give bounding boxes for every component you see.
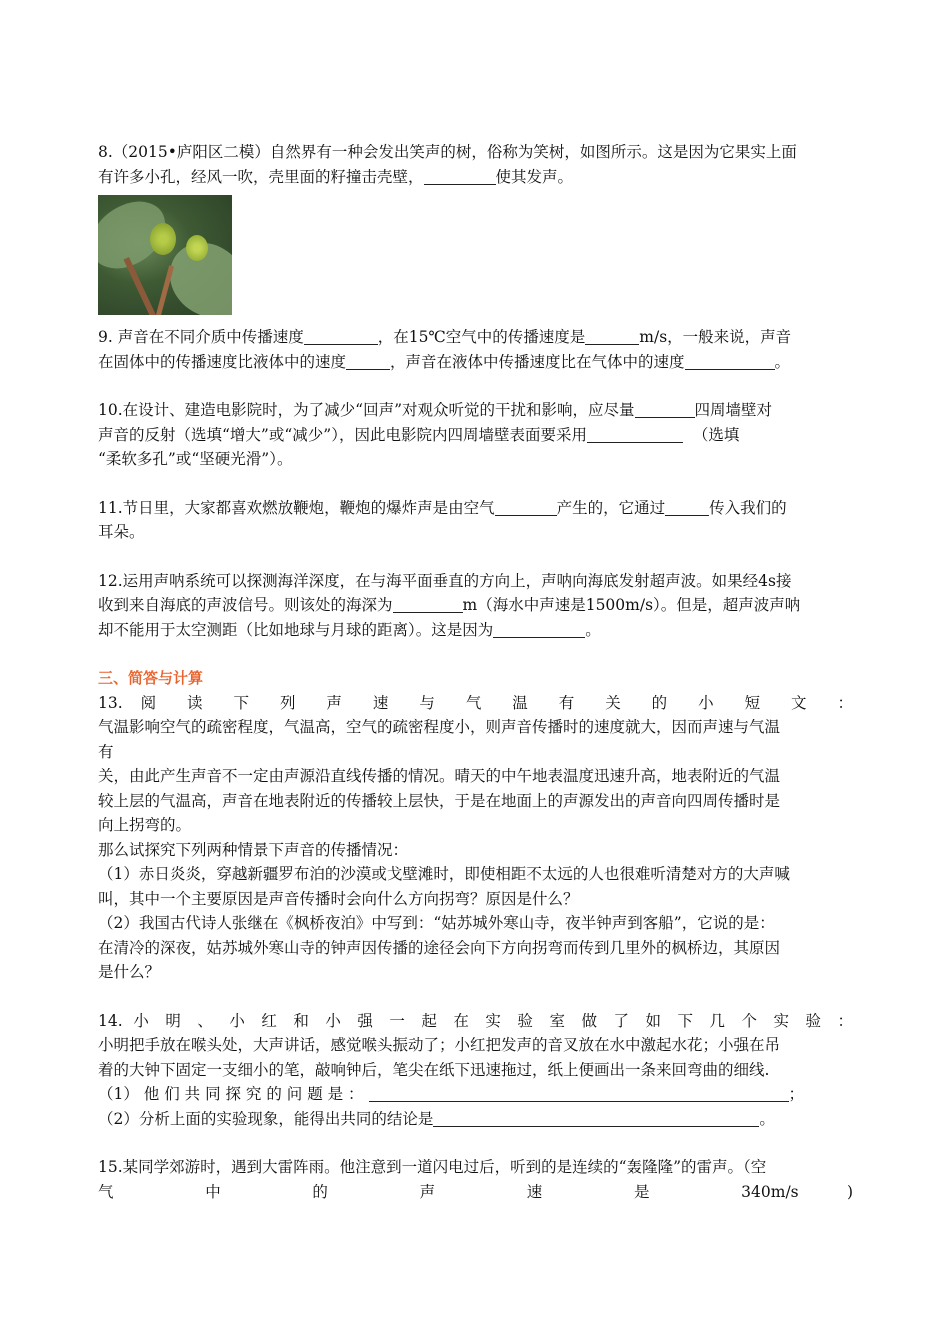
question-13-line-4: 关，由此产生声音不一定由声源沿直线传播的情况。晴天的中午地表温度迅速升高，地表附近的气温 — [98, 767, 781, 785]
question-10 — [98, 398, 853, 472]
answer-blank[interactable] — [585, 328, 639, 345]
answer-blank[interactable] — [433, 1110, 759, 1127]
question-9-line-1 — [98, 325, 853, 350]
answer-blank[interactable] — [495, 499, 557, 516]
question-14-text: 。 — [759, 1109, 775, 1128]
question-15 — [98, 1155, 853, 1204]
question-9-text: ，声音在液体中传播速度比在气体中的速度 — [390, 352, 685, 371]
question-13-line-3: 有 — [98, 742, 114, 761]
answer-blank[interactable] — [304, 328, 378, 345]
question-10-text: 声音的反射（选填“增大”或“减少”），因此电影院内四周墙壁表面要采用 — [98, 425, 587, 444]
answer-blank[interactable] — [587, 426, 683, 443]
question-13-line-6: 向上拐弯的。 — [98, 816, 192, 834]
answer-blank[interactable] — [424, 168, 496, 185]
question-8-text-b: 使其发声。 — [495, 167, 574, 186]
question-13-line-8: （1）赤日炎炎，穿越新疆罗布泊的沙漠或戈壁滩时，即使相距不太远的人也很难听清楚对方的大声喊 — [98, 865, 790, 883]
answer-blank[interactable] — [393, 596, 463, 613]
question-12-text: 。 — [585, 620, 601, 639]
question-10-line-1 — [98, 398, 853, 423]
answer-blank[interactable] — [369, 1085, 789, 1102]
answer-blank[interactable] — [346, 353, 390, 370]
question-14 — [98, 1009, 853, 1132]
question-13 — [98, 691, 853, 985]
question-8-text-a: 有许多小孔，经风一吹，壳里面的籽撞击壳壁， — [98, 167, 424, 186]
answer-blank[interactable] — [665, 499, 709, 516]
question-8 — [98, 140, 853, 315]
question-9-text: m/s，一般来说，声音 — [639, 328, 792, 346]
question-13-line-2: 气温影响空气的疏密程度，气温高，空气的疏密程度小，则声音传播时的速度就大，因而声速与气温 — [98, 718, 781, 736]
question-9 — [98, 325, 853, 374]
laughing-tree-photo — [98, 195, 232, 315]
question-14-text: （2）分析上面的实验现象，能得出共同的结论是 — [98, 1109, 434, 1128]
question-12-line-1: 12.运用声呐系统可以探测海洋深度，在与海平面垂直的方向上，声呐向海底发射超声波。如果经4s接 — [98, 571, 792, 590]
answer-blank[interactable] — [493, 621, 585, 638]
question-9-text: ，在15℃空气中的传播速度是 — [377, 328, 586, 346]
question-12-text: 却不能用于太空测距（比如地球与月球的距离）。这是因为 — [98, 620, 494, 639]
question-9-text: 9. 声音在不同介质中传播速度 — [98, 328, 304, 346]
question-12 — [98, 569, 853, 643]
question-8-line-2 — [98, 165, 853, 190]
question-11 — [98, 496, 853, 545]
section-heading: 三、简答与计算 — [98, 669, 204, 687]
question-10-text: 四周墙壁对 — [694, 401, 773, 419]
question-13-line-10: （2）我国古代诗人张继在《枫桥夜泊》中写到：“姑苏城外寒山寺，夜半钟声到客船”，它说的是： — [98, 914, 775, 932]
question-13-line-5: 较上层的气温高，声音在地表附近的传播较上层快，于是在地面上的声源发出的声音向四周传播时是 — [98, 791, 781, 810]
question-13-line-1: 13. 阅 读 下 列 声 速 与 气 温 有 关 的 小 短 文 ： — [98, 693, 853, 712]
question-8-line-1: 8.（2015•庐阳区二模）自然界有一种会发出笑声的树，俗称为笑树，如图所示。这是因为它果实上面 — [98, 143, 797, 161]
question-14-line-3: 着的大钟下固定一支细小的笔，敲响钟后，笔尖在纸下迅速拖过，纸上便画出一条来回弯曲的细线. — [98, 1060, 770, 1079]
question-10-text: （选填 — [692, 425, 740, 444]
question-10-line-2 — [98, 423, 853, 448]
question-9-text: 。 — [774, 352, 791, 371]
question-10-text: 10.在设计、建造电影院时，为了减少“回声”对观众听觉的干扰和影响，应尽量 — [98, 401, 635, 419]
question-14-line-5 — [98, 1107, 853, 1132]
question-11-text: 产生的，它通过 — [556, 498, 666, 517]
question-14-line-1: 14. 小 明 、 小 红 和 小 强 一 起 在 实 验 室 做 了 如 下 几 个 实 验 ： — [98, 1011, 853, 1030]
question-12-line-3 — [98, 618, 853, 643]
question-13-line-9: 叫，其中一个主要原因是声音传播时会向什么方向拐弯？原因是什么？ — [98, 889, 579, 908]
question-12-text: m（海水中声速是1500m/s）。但是，超声波声呐 — [462, 596, 801, 614]
question-14-text: ； — [788, 1085, 805, 1103]
question-13-line-11: 在清冷的深夜，姑苏城外寒山寺的钟声因传播的途径会向下方向拐弯而传到几里外的枫桥边，其原因 — [98, 938, 781, 957]
document-page — [98, 140, 853, 1228]
question-15-line-1: 15.某同学郊游时，遇到大雷阵雨。他注意到一道闪电过后，听到的是连续的“轰隆隆”的雷声。（空 — [98, 1158, 767, 1176]
answer-blank[interactable] — [635, 401, 695, 418]
question-11-line-2: 耳朵。 — [98, 523, 145, 541]
question-14-text: （1） 他 们 共 同 探 究 的 问 题 是 ： — [98, 1085, 364, 1103]
question-11-line-1 — [98, 496, 853, 521]
question-12-line-2 — [98, 593, 853, 618]
question-12-text: 收到来自海底的声波信号。则该处的海深为 — [98, 596, 393, 614]
question-9-line-2 — [98, 350, 853, 375]
answer-blank[interactable] — [685, 353, 775, 370]
question-14-line-4 — [98, 1082, 853, 1107]
question-10-line-3: “柔软多孔”或“坚硬光滑”）。 — [98, 450, 293, 468]
question-13-line-12: 是什么？ — [98, 963, 161, 981]
question-11-text: 11.节日里，大家都喜欢燃放鞭炮，鞭炮的爆炸声是由空气 — [98, 498, 495, 517]
question-13-line-7: 那么试探究下列两种情景下声音的传播情况： — [98, 840, 409, 859]
question-14-line-2: 小明把手放在喉头处，大声讲话，感觉喉头振动了；小红把发声的音叉放在水中激起水花；小强在吊 — [98, 1036, 781, 1054]
question-11-text: 传入我们的 — [709, 498, 787, 517]
question-15-line-2: 气 中 的 声 速 是 340m/s ) — [98, 1182, 853, 1201]
question-9-text: 在固体中的传播速度比液体中的速度 — [98, 352, 347, 371]
